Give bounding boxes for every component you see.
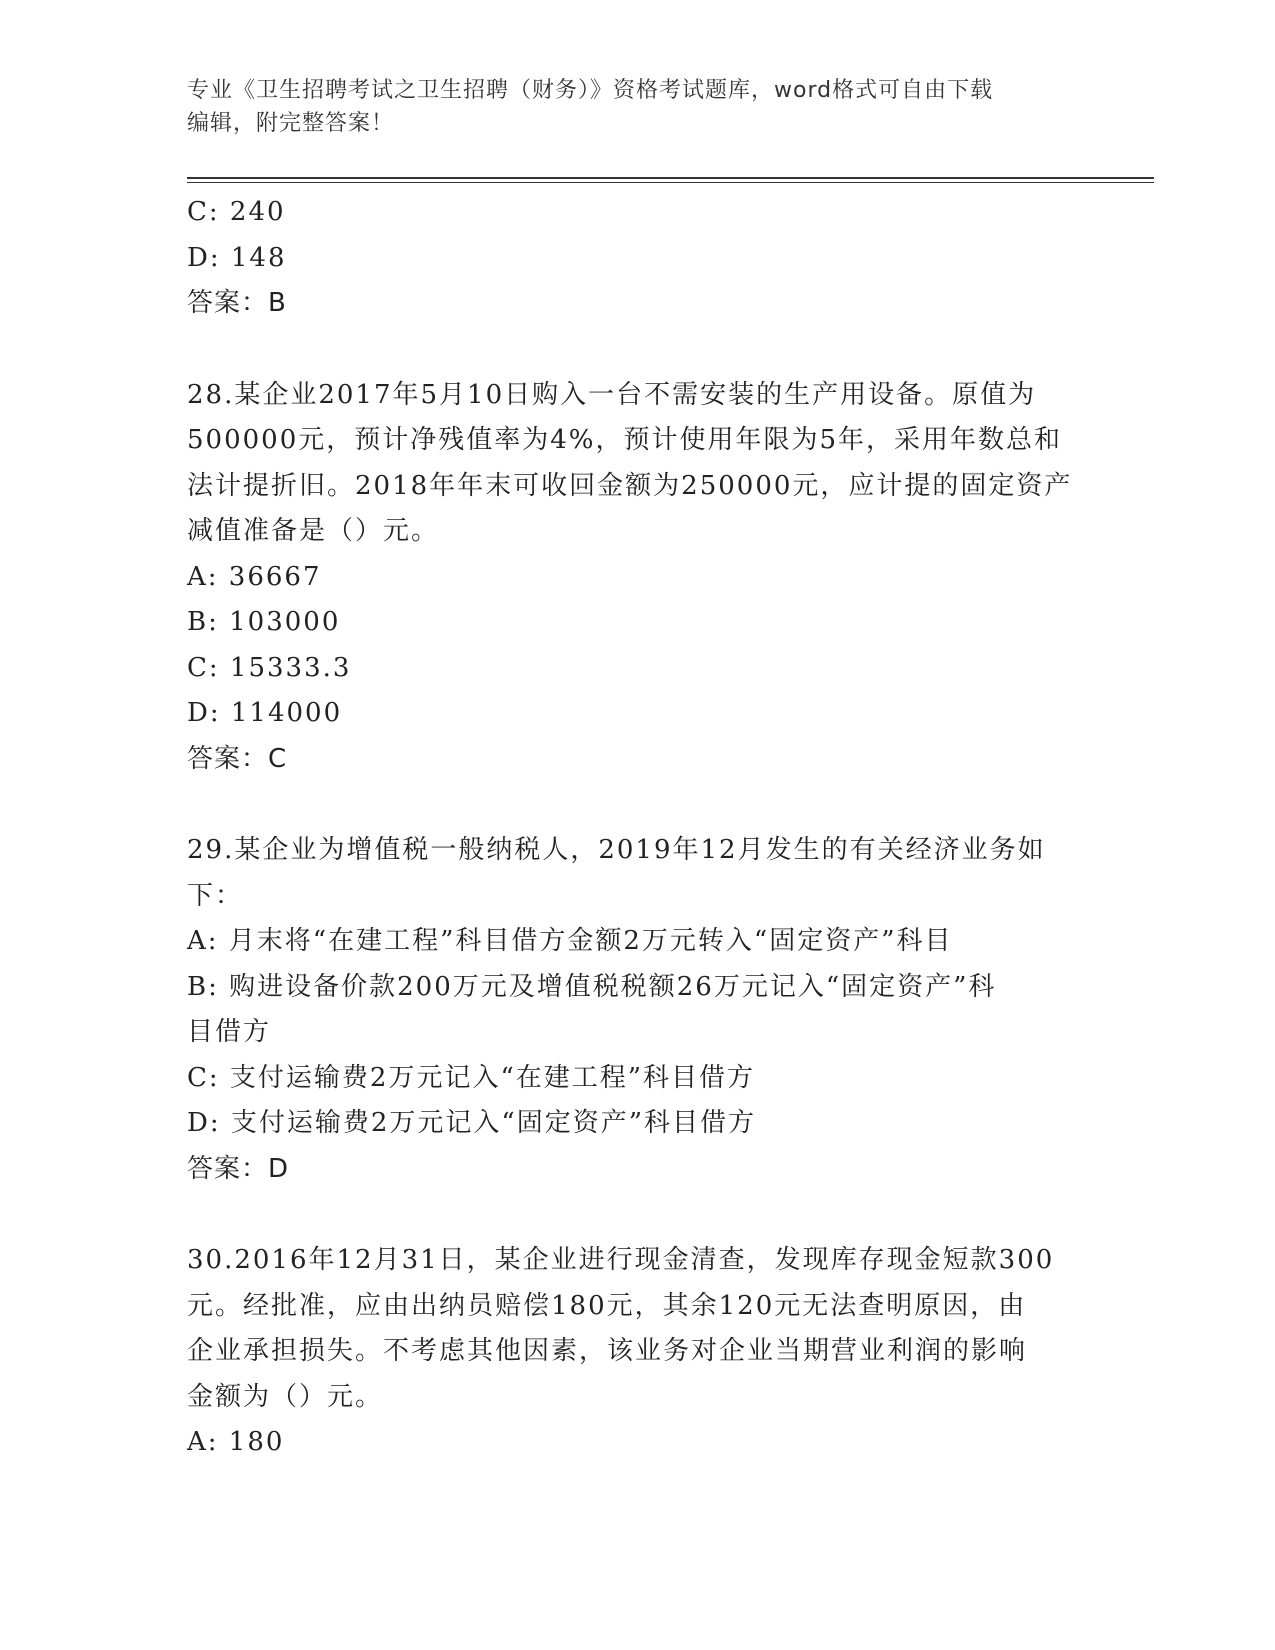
header-line-1: 专业《卫生招聘考试之卫生招聘（财务）》资格考试题库，word格式可自由下载 <box>187 78 994 103</box>
question-stem: 企业承担损失。不考虑其他因素，该业务对企业当期营业利润的影响 <box>187 1336 1028 1366</box>
answer-label: 答案：B <box>187 288 287 318</box>
question-27-tail <box>187 190 1087 327</box>
question-stem: 金额为（）元。 <box>187 1381 384 1412</box>
question-stem: 下： <box>187 880 244 911</box>
option-d: D: 114000 <box>187 698 343 728</box>
question-stem: 30.2016年12月31日，某企业进行现金清查，发现库存现金短款300 <box>187 1245 1055 1275</box>
question-stem: 29.某企业为增值税一般纳税人，2019年12月发生的有关经济业务如 <box>187 835 1046 865</box>
option-d: D: 支付运输费2万元记入“固定资产”科目借方 <box>187 1108 756 1138</box>
option-c: C: 支付运输费2万元记入“在建工程”科目借方 <box>187 1062 756 1093</box>
question-stem: 元。经批准，应由出纳员赔偿180元，其余120元无法查明原因，由 <box>187 1290 1027 1321</box>
option-b: B: 103000 <box>187 607 341 637</box>
option-b-continued: 目借方 <box>187 1017 272 1047</box>
answer-label: 答案：D <box>187 1153 290 1184</box>
question-30 <box>187 1238 1087 1466</box>
document-body <box>187 190 1087 1466</box>
question-stem: 28.某企业2017年5月10日购入一台不需安装的生产用设备。原值为 <box>187 379 1037 410</box>
option-b: B: 购进设备价款200万元及增值税税额26万元记入“固定资产”科 <box>187 971 997 1002</box>
option-c: C: 240 <box>187 197 286 227</box>
spacer <box>187 1192 1087 1238</box>
answer-label: 答案：C <box>187 743 288 774</box>
question-stem: 减值准备是（）元。 <box>187 516 440 546</box>
page-header <box>187 74 1087 140</box>
option-d: D: 148 <box>187 242 287 273</box>
option-c: C: 15333.3 <box>187 652 352 683</box>
question-stem: 法计提折旧。2018年年末可收回金额为250000元，应计提的固定资产 <box>187 470 1073 501</box>
option-a: A: 180 <box>187 1427 285 1457</box>
question-stem: 500000元，预计净残值率为4%，预计使用年限为5年，采用年数总和 <box>187 425 1063 455</box>
question-28 <box>187 373 1087 783</box>
spacer <box>187 327 1087 373</box>
option-a: A: 36667 <box>187 561 322 592</box>
header-line-2: 编辑，附完整答案！ <box>187 111 395 136</box>
spacer <box>187 782 1087 828</box>
header-rule-thin <box>187 182 1154 183</box>
header-rule-thick <box>187 177 1154 179</box>
option-a: A: 月末将“在建工程”科目借方金额2万元转入“固定资产”科目 <box>187 926 953 956</box>
question-29 <box>187 828 1087 1192</box>
